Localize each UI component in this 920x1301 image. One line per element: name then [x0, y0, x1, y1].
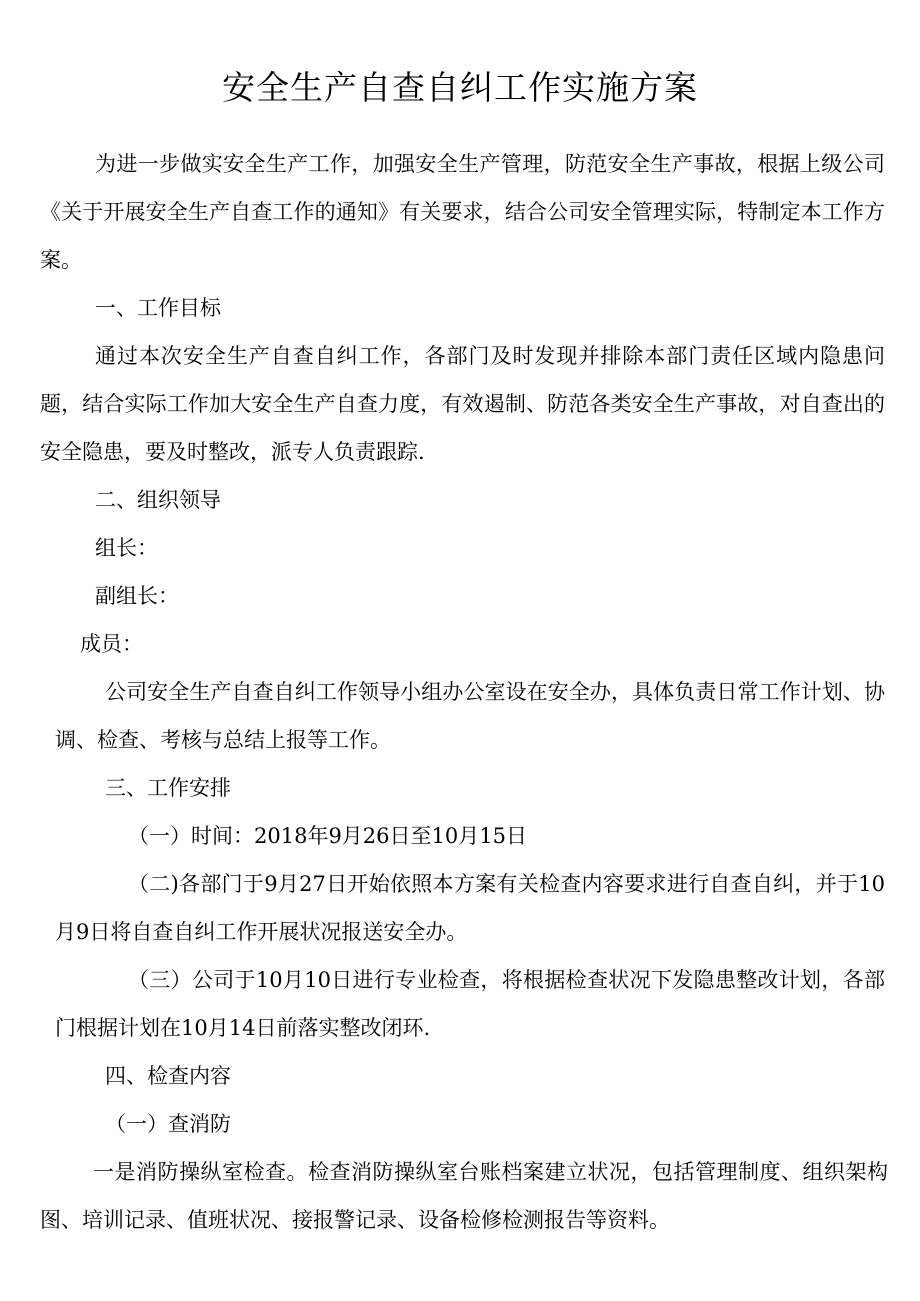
- fire-check-heading: （一）查消防: [105, 1112, 231, 1136]
- fire-control-room-paragraph: 一是消防操纵室检查。检查消防操纵室台账档案建立状况，包括管理制度、组织架构图、培训记录、值班状况、接报警记录、设备检修检测报告等资料。: [40, 1160, 888, 1232]
- intro-paragraph: 为进一步做实安全生产工作，加强安全生产管理，防范安全生产事故，根据上级公司《关于开展安全生产自查工作的通知》有关要求，结合公司安全管理实际，特制定本工作方案。: [40, 152, 885, 272]
- section-1-heading: 一、工作目标: [95, 296, 221, 320]
- leader-line: 组长：: [95, 536, 158, 560]
- document-title: 安全生产自查自纠工作实施方案: [222, 68, 698, 107]
- section-2-heading: 二、组织领导: [95, 488, 221, 512]
- section-1-paragraph: 通过本次安全生产自查自纠工作，各部门及时发现并排除本部门责任区域内隐患问题，结合实际工作加大安全生产自查力度，有效遏制、防范各类安全生产事故，对自查出的安全隐患，要及时整改，派专人负责跟踪.: [40, 344, 885, 464]
- deputy-leader-line: 副组长：: [95, 584, 179, 608]
- schedule-time: （一）时间：2018年9月26日至10月15日: [128, 824, 527, 848]
- office-paragraph: 公司安全生产自查自纠工作领导小组办公室设在安全办，具体负责日常工作计划、协调、检查、考核与总结上报等工作。: [55, 680, 885, 752]
- schedule-item-2: （二)各部门于9月27日开始依照本方案有关检查内容要求进行自查自纠，并于10月9日将自查自纠工作开展状况报送安全办。: [55, 872, 885, 944]
- members-line: 成员：: [80, 632, 143, 656]
- section-3-heading: 三、工作安排: [105, 776, 231, 800]
- section-4-heading: 四、检查内容: [105, 1064, 231, 1088]
- schedule-item-3: （三）公司于10月10日进行专业检查，将根据检查状况下发隐患整改计划，各部门根据计划在10月14日前落实整改闭环.: [55, 968, 885, 1040]
